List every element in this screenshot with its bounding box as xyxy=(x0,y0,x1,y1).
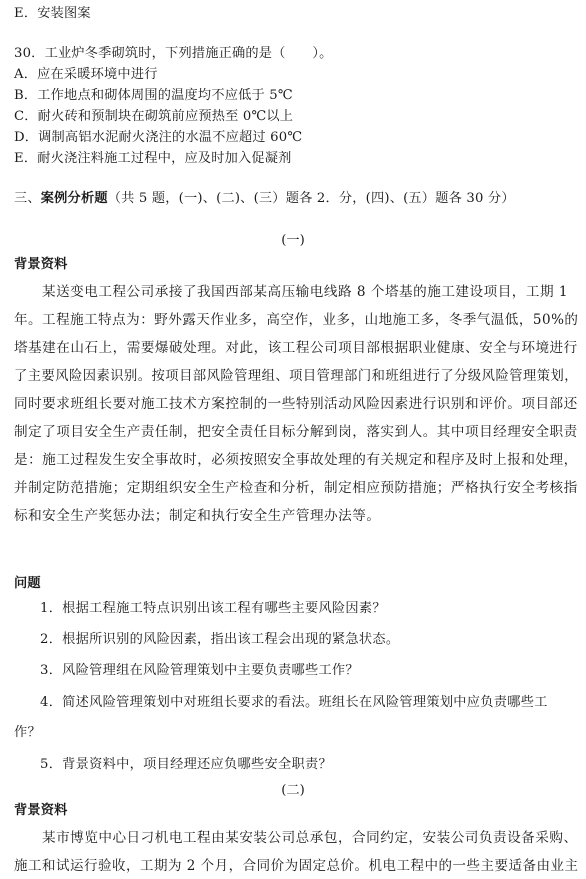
case-1-questions-label: 问题 xyxy=(14,576,41,591)
question-30-stem: 30．工业炉冬季砌筑时，下列措施正确的是（ ）。 xyxy=(14,46,333,61)
question-30-option-e: E．耐火浇注料施工过程中，应及时加入促凝剂 xyxy=(14,151,292,166)
case-1-background-line: 标和安全生产奖惩办法；制定和执行安全生产管理办法等。 xyxy=(14,508,381,524)
case-2-background-line: 施工和试运行验收，工期为 2 个月，合同价为固定总价。机电工程中的一些主要适备由业主 xyxy=(14,858,579,874)
case-1-question: 2．根据所识别的风险因素，指出该工程会出现的紧急状态。 xyxy=(40,632,400,647)
question-30-option-b: B．工作地点和砌体周围的温度均不应低于 5℃ xyxy=(14,88,293,103)
question-30-option-d: D．调制高铝水泥耐火浇注的水温不应超过 60℃ xyxy=(14,130,303,145)
section-3-prefix: 三、 xyxy=(14,191,41,206)
case-2-background-label: 背景资料 xyxy=(14,803,68,818)
case-1-background-line: 是：施工过程发生安全事故时，必须按照安全事故处理的有关规定和程序及时上报和处理， xyxy=(14,452,578,468)
case-1-background-line: 了主要风险因素识别。按项目部风险管理组、项目管理部门和班组进行了分级风险管理策划， xyxy=(14,368,578,384)
case-1-question-cont: 作？ xyxy=(14,725,41,740)
case-1-question: 4．简述风险管理策划中对班组长要求的看法。班组长在风险管理策划中应负责哪些工 xyxy=(40,695,548,710)
case-2-number: (二) xyxy=(281,783,305,798)
case-1-background-line: 并制定防范措施；定期组织安全生产检查和分析，制定相应预防措施；严格执行安全考核指 xyxy=(14,480,578,496)
case-1-background-line: 制定了项目安全生产责任制，把安全责任目标分解到岗，落实到人。其中项目经理安全职责 xyxy=(14,424,578,440)
section-3-heading xyxy=(14,190,515,208)
case-1-number: (一) xyxy=(281,233,305,248)
case-1-background-label: 背景资料 xyxy=(14,257,68,272)
case-1-question: 5．背景资料中，项目经理还应负哪些安全职责？ xyxy=(40,757,332,772)
option-e-prev: E．安装图案 xyxy=(14,6,91,21)
case-1-background-line: 年。工程施工特点为：野外露天作业多，高空作，业多，山地施工多，冬季气温低，50%的 xyxy=(14,312,579,328)
case-2-background-line: 某市博览中心日刁机电工程由某安装公司总承包，合同约定，安装公司负责设备采购、 xyxy=(42,830,578,846)
case-1-question: 3．风险管理组在风险管理策划中主要负责哪些工作？ xyxy=(40,663,359,678)
question-30-option-c: C．耐火砖和预制块在砌筑前应预热至 0℃以上 xyxy=(14,109,294,124)
case-1-question: 1．根据工程施工特点识别出该工程有哪些主要风险因素？ xyxy=(40,601,386,616)
section-3-suffix: （共 5 题，(一)、(二)、(三）题各 2．分，(四)、(五）题各 30 分） xyxy=(107,191,515,206)
case-1-background-line: 同时要求班组长要对施工技术方案控制的一些特别活动风险因素进行识别和评价。项目部还 xyxy=(14,396,578,412)
question-30-option-a: A．应在采暖环境中进行 xyxy=(14,67,158,82)
section-3-title: 案例分析题 xyxy=(40,191,108,206)
case-1-background-line: 塔基建在山石上，需要爆破处理。对此，该工程公司项目部根据职业健康、安全与环境进行 xyxy=(14,340,578,356)
case-1-background-line: 某送变电工程公司承接了我国西部某高压输电线路 8 个塔基的施工建设项目，工期 1 xyxy=(42,284,569,300)
